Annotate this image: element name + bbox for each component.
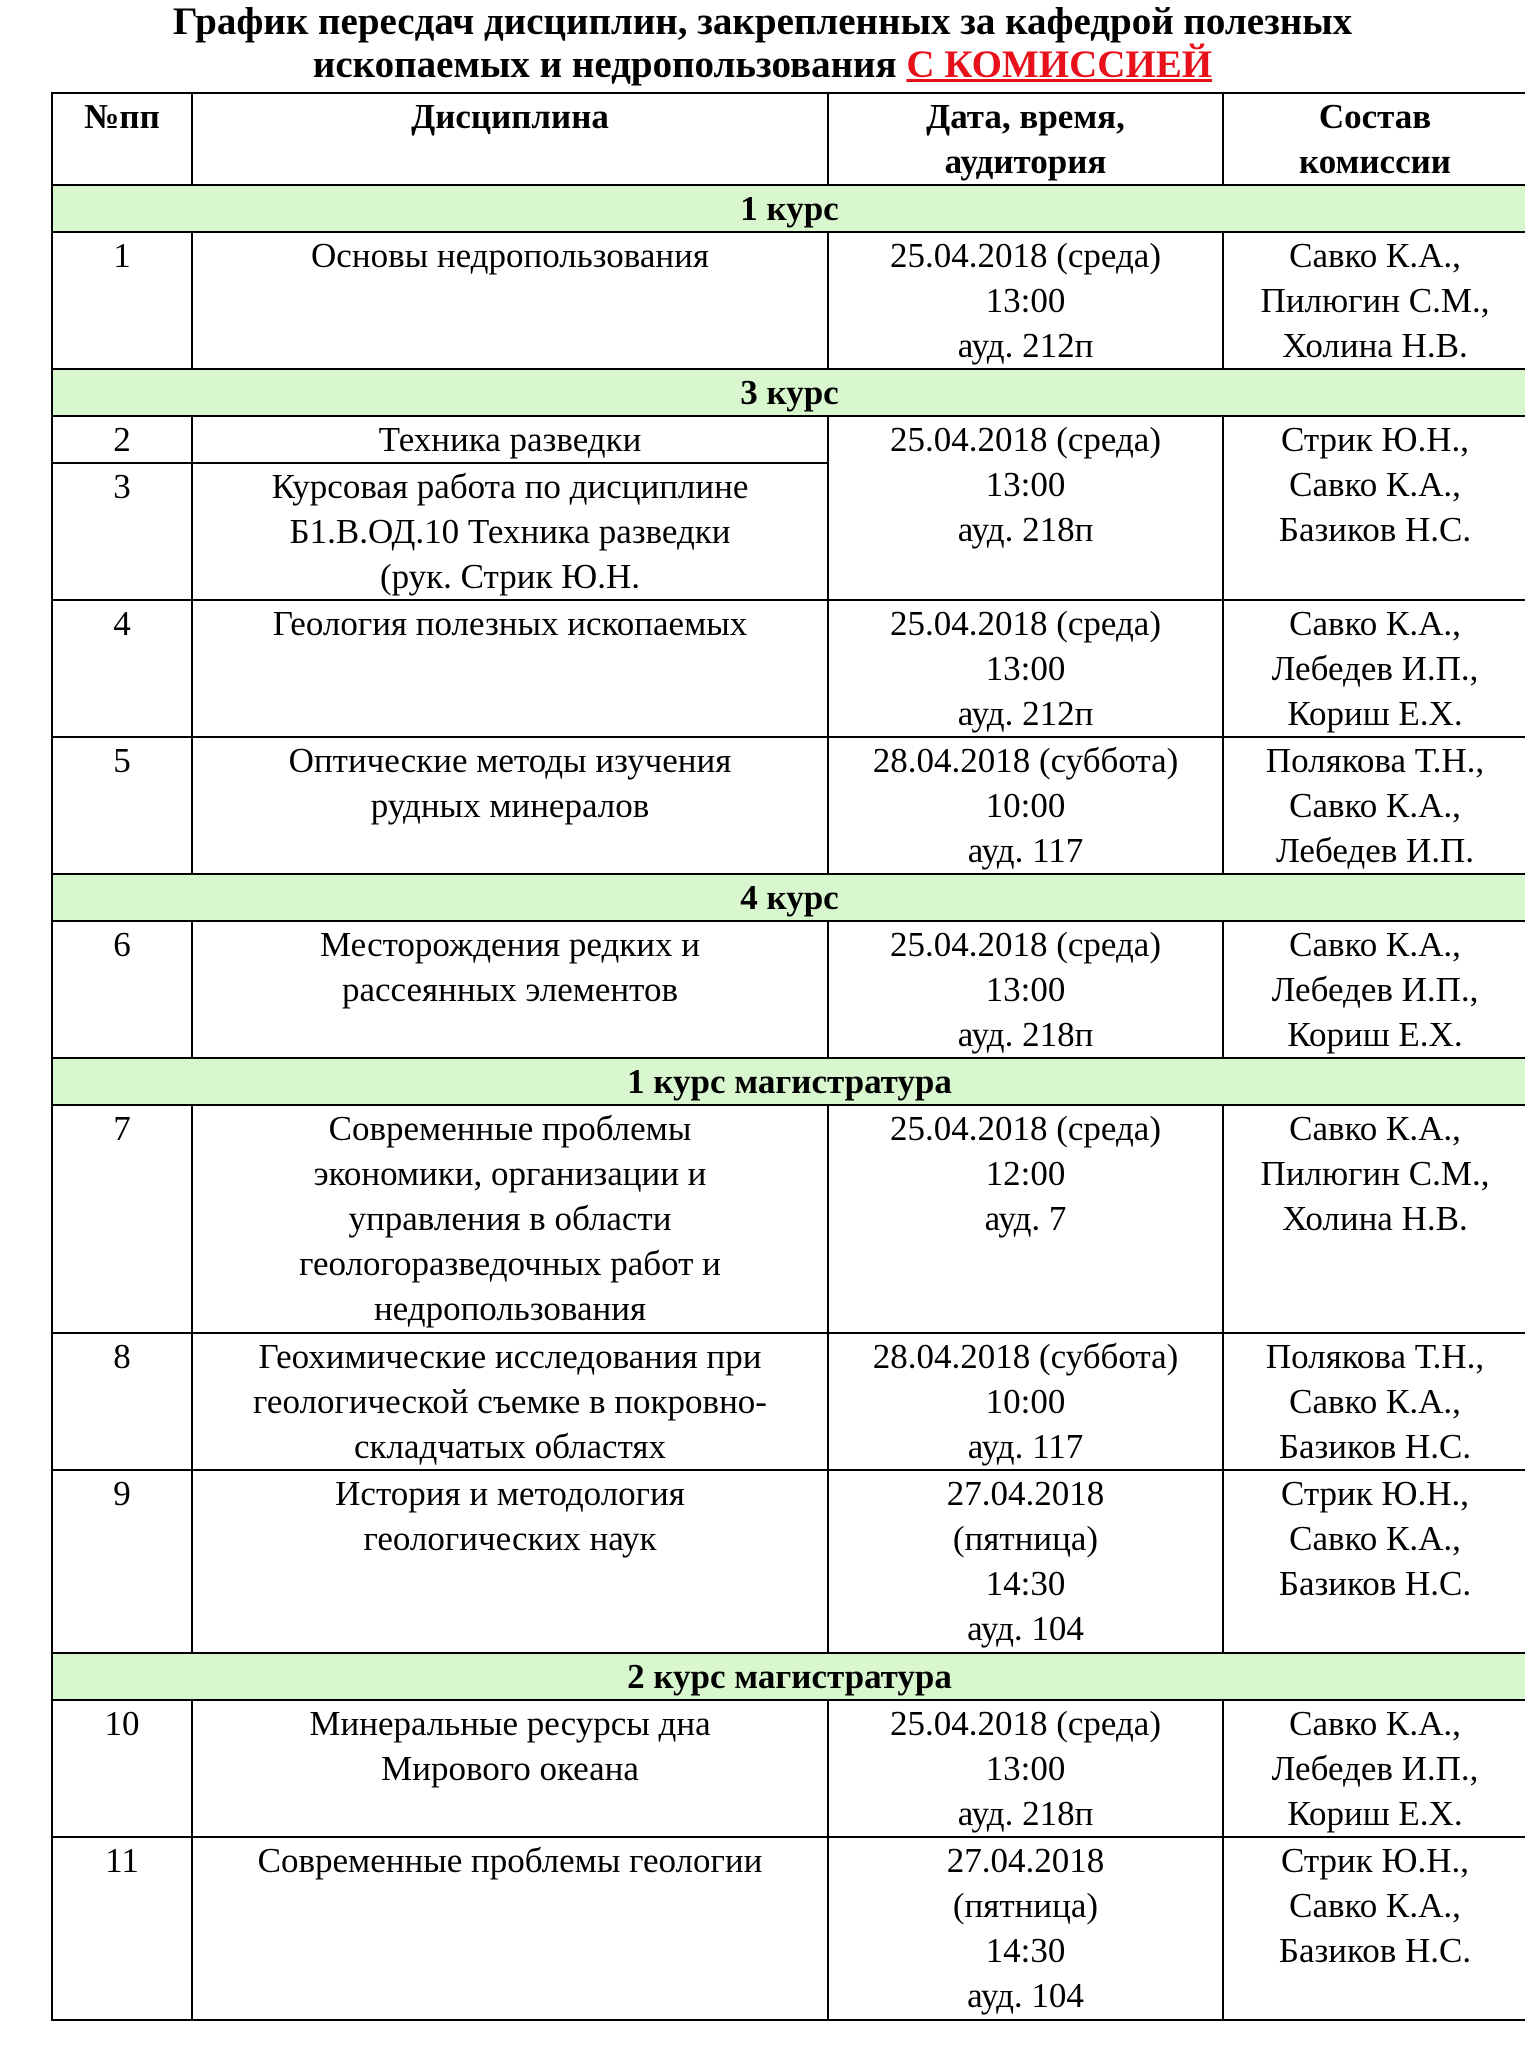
- datetime-line: 10:00: [985, 1382, 1066, 1421]
- section-row: [52, 369, 1525, 416]
- section-label: 4 курс: [52, 874, 1525, 921]
- commission-line: Пилюгин С.М.,: [1260, 281, 1490, 320]
- header-datetime-line: аудитория: [944, 142, 1107, 181]
- commission-line: Савко К.А.,: [1289, 1886, 1461, 1925]
- datetime-line: 28.04.2018 (суббота): [872, 741, 1179, 780]
- commission-line: Стрик Ю.Н.,: [1280, 1474, 1470, 1513]
- section-label: 1 курс магистратура: [52, 1058, 1525, 1105]
- cell-num: 2: [52, 416, 192, 463]
- cell-commission: [1223, 416, 1525, 600]
- cell-datetime: [828, 600, 1223, 737]
- commission-line: Базиков Н.С.: [1278, 1564, 1472, 1603]
- cell-datetime: [828, 1333, 1223, 1470]
- table-row: [52, 1470, 1525, 1653]
- datetime-line: 25.04.2018 (среда): [889, 604, 1161, 643]
- discipline-line: Минеральные ресурсы дна: [309, 1704, 711, 1743]
- datetime-line: 25.04.2018 (среда): [889, 1704, 1161, 1743]
- discipline-line: геологоразведочных работ и: [299, 1244, 721, 1283]
- cell-discipline: [192, 463, 828, 600]
- commission-line: Савко К.А.,: [1289, 925, 1461, 964]
- discipline-line: складчатых областях: [353, 1427, 667, 1466]
- cell-commission: [1223, 1333, 1525, 1470]
- commission-line: Савко К.А.,: [1289, 786, 1461, 825]
- header-commission-line: Состав: [1318, 97, 1432, 136]
- commission-line: Савко К.А.,: [1289, 1109, 1461, 1148]
- datetime-line: 13:00: [985, 649, 1066, 688]
- cell-num: 8: [52, 1333, 192, 1470]
- table-row: [52, 1105, 1525, 1333]
- table-row: [52, 600, 1525, 737]
- datetime-line: ауд. 104: [967, 1976, 1084, 2015]
- datetime-line: 27.04.2018: [946, 1841, 1105, 1880]
- section-row: [52, 1653, 1525, 1700]
- discipline-line: недропользования: [373, 1289, 647, 1328]
- cell-num: 7: [52, 1105, 192, 1333]
- commission-line: Пилюгин С.М.,: [1260, 1154, 1490, 1193]
- title-highlight: С КОМИССИЕЙ: [906, 43, 1213, 86]
- header-commission-line: комиссии: [1299, 142, 1451, 181]
- commission-line: Базиков Н.С.: [1278, 510, 1472, 549]
- datetime-line: 13:00: [985, 1749, 1066, 1788]
- discipline-line: Оптические методы изучения: [288, 741, 732, 780]
- datetime-line: (пятница): [952, 1886, 1099, 1925]
- discipline-line: рассеянных элементов: [341, 970, 679, 1009]
- commission-line: Савко К.А.,: [1289, 236, 1461, 275]
- commission-line: Кориш Е.Х.: [1287, 1794, 1463, 1833]
- cell-datetime: [828, 1837, 1223, 2020]
- table-header-row: [52, 93, 1525, 185]
- title-line-1: График пересдач дисциплин, закрепленных за кафедрой полезных: [172, 0, 1353, 43]
- commission-line: Савко К.А.,: [1289, 1704, 1461, 1743]
- section-row: [52, 874, 1525, 921]
- discipline-line: Техника разведки: [378, 420, 642, 459]
- discipline-line: Мирового океана: [381, 1749, 639, 1788]
- discipline-line: экономики, организации и: [313, 1154, 707, 1193]
- datetime-line: 25.04.2018 (среда): [889, 925, 1161, 964]
- commission-line: Полякова Т.Н.,: [1265, 1337, 1485, 1376]
- cell-commission: [1223, 1700, 1525, 1837]
- section-label: 1 курс: [52, 185, 1525, 232]
- commission-line: Лебедев И.П.,: [1271, 649, 1479, 688]
- table-row: [52, 737, 1525, 874]
- cell-commission: [1223, 737, 1525, 874]
- cell-commission: [1223, 1837, 1525, 2020]
- discipline-line: управления в области: [348, 1199, 672, 1238]
- commission-line: Базиков Н.С.: [1278, 1931, 1472, 1970]
- cell-discipline: [192, 1700, 828, 1837]
- datetime-line: ауд. 218п: [957, 1794, 1094, 1833]
- cell-num: 3: [52, 463, 192, 600]
- datetime-line: 28.04.2018 (суббота): [872, 1337, 1179, 1376]
- datetime-line: 14:30: [985, 1931, 1066, 1970]
- datetime-line: ауд. 117: [967, 1427, 1084, 1466]
- table-row: [52, 921, 1525, 1058]
- cell-discipline: [192, 416, 828, 463]
- cell-datetime: [828, 921, 1223, 1058]
- cell-commission: [1223, 232, 1525, 369]
- datetime-line: ауд. 212п: [957, 694, 1094, 733]
- commission-line: Лебедев И.П.,: [1271, 1749, 1479, 1788]
- cell-num: 4: [52, 600, 192, 737]
- cell-discipline: [192, 600, 828, 737]
- datetime-line: 13:00: [985, 281, 1066, 320]
- discipline-line: геологических наук: [363, 1519, 657, 1558]
- cell-datetime: [828, 1105, 1223, 1333]
- datetime-line: 27.04.2018: [946, 1474, 1105, 1513]
- datetime-line: ауд. 218п: [957, 510, 1094, 549]
- cell-discipline: [192, 1837, 828, 2020]
- cell-discipline: [192, 1333, 828, 1470]
- cell-discipline: [192, 1105, 828, 1333]
- title-line-2-text: ископаемых и недропользования: [312, 43, 897, 86]
- commission-line: Полякова Т.Н.,: [1265, 741, 1485, 780]
- section-row: [52, 185, 1525, 232]
- datetime-line: 25.04.2018 (среда): [889, 420, 1161, 459]
- cell-datetime: [828, 737, 1223, 874]
- discipline-line: геологической съемке в покровно-: [253, 1382, 767, 1421]
- cell-discipline: [192, 1470, 828, 1653]
- commission-line: Лебедев И.П.: [1275, 831, 1475, 870]
- commission-line: Савко К.А.,: [1289, 1519, 1461, 1558]
- commission-line: Лебедев И.П.,: [1271, 970, 1479, 1009]
- discipline-line: Современные проблемы: [328, 1109, 692, 1148]
- commission-line: Савко К.А.,: [1289, 465, 1461, 504]
- table-row: [52, 1837, 1525, 2020]
- cell-commission: [1223, 600, 1525, 737]
- datetime-line: ауд. 7: [984, 1199, 1067, 1238]
- datetime-line: 12:00: [985, 1154, 1066, 1193]
- commission-line: Стрик Ю.Н.,: [1280, 1841, 1470, 1880]
- header-num: №пп: [52, 93, 192, 185]
- header-commission: [1223, 93, 1525, 185]
- commission-line: Холина Н.В.: [1282, 1199, 1468, 1238]
- commission-line: Кориш Е.Х.: [1287, 1015, 1463, 1054]
- datetime-line: ауд. 104: [967, 1609, 1084, 1648]
- cell-commission: [1223, 1470, 1525, 1653]
- page-title: [0, 0, 1525, 88]
- cell-num: 1: [52, 232, 192, 369]
- cell-commission: [1223, 921, 1525, 1058]
- datetime-line: 25.04.2018 (среда): [889, 236, 1161, 275]
- header-datetime-line: Дата, время,: [926, 97, 1125, 136]
- cell-datetime: [828, 232, 1223, 369]
- section-label: 3 курс: [52, 369, 1525, 416]
- cell-num: 11: [52, 1837, 192, 2020]
- cell-num: 5: [52, 737, 192, 874]
- title-line-2: [0, 43, 1525, 86]
- datetime-line: ауд. 212п: [957, 326, 1094, 365]
- section-row: [52, 1058, 1525, 1105]
- datetime-line: 10:00: [985, 786, 1066, 825]
- cell-commission: [1223, 1105, 1525, 1333]
- cell-datetime: [828, 1700, 1223, 1837]
- commission-line: Савко К.А.,: [1289, 1382, 1461, 1421]
- table-row: [52, 1700, 1525, 1837]
- header-discipline: Дисциплина: [192, 93, 828, 185]
- discipline-line: Б1.В.ОД.10 Техника разведки: [289, 512, 731, 551]
- section-label: 2 курс магистратура: [52, 1653, 1525, 1700]
- header-datetime: [828, 93, 1223, 185]
- datetime-line: ауд. 117: [967, 831, 1084, 870]
- cell-discipline: [192, 921, 828, 1058]
- cell-discipline: [192, 232, 828, 369]
- commission-line: Стрик Ю.Н.,: [1280, 420, 1470, 459]
- discipline-line: Месторождения редких и: [320, 925, 700, 964]
- table-row: [52, 1333, 1525, 1470]
- discipline-line: Курсовая работа по дисциплине: [271, 467, 749, 506]
- commission-line: Кориш Е.Х.: [1287, 694, 1463, 733]
- discipline-line: Основы недропользования: [311, 236, 709, 275]
- table-row: [52, 416, 1525, 463]
- schedule-table: [51, 92, 1525, 2021]
- datetime-line: ауд. 218п: [957, 1015, 1094, 1054]
- datetime-line: (пятница): [952, 1519, 1099, 1558]
- cell-discipline: [192, 737, 828, 874]
- discipline-line: История и методология: [335, 1474, 685, 1513]
- commission-line: Базиков Н.С.: [1278, 1427, 1472, 1466]
- discipline-line: Геохимические исследования при: [258, 1337, 762, 1376]
- discipline-line: (рук. Стрик Ю.Н.: [379, 557, 641, 596]
- datetime-line: 14:30: [985, 1564, 1066, 1603]
- cell-datetime: [828, 416, 1223, 600]
- datetime-line: 13:00: [985, 970, 1066, 1009]
- discipline-line: Современные проблемы геологии: [257, 1841, 763, 1880]
- datetime-line: 25.04.2018 (среда): [889, 1109, 1161, 1148]
- commission-line: Холина Н.В.: [1282, 326, 1468, 365]
- cell-num: 9: [52, 1470, 192, 1653]
- commission-line: Савко К.А.,: [1289, 604, 1461, 643]
- cell-num: 10: [52, 1700, 192, 1837]
- table-row: [52, 232, 1525, 369]
- discipline-line: рудных минералов: [370, 786, 650, 825]
- cell-num: 6: [52, 921, 192, 1058]
- datetime-line: 13:00: [985, 465, 1066, 504]
- cell-datetime: [828, 1470, 1223, 1653]
- discipline-line: Геология полезных ископаемых: [272, 604, 748, 643]
